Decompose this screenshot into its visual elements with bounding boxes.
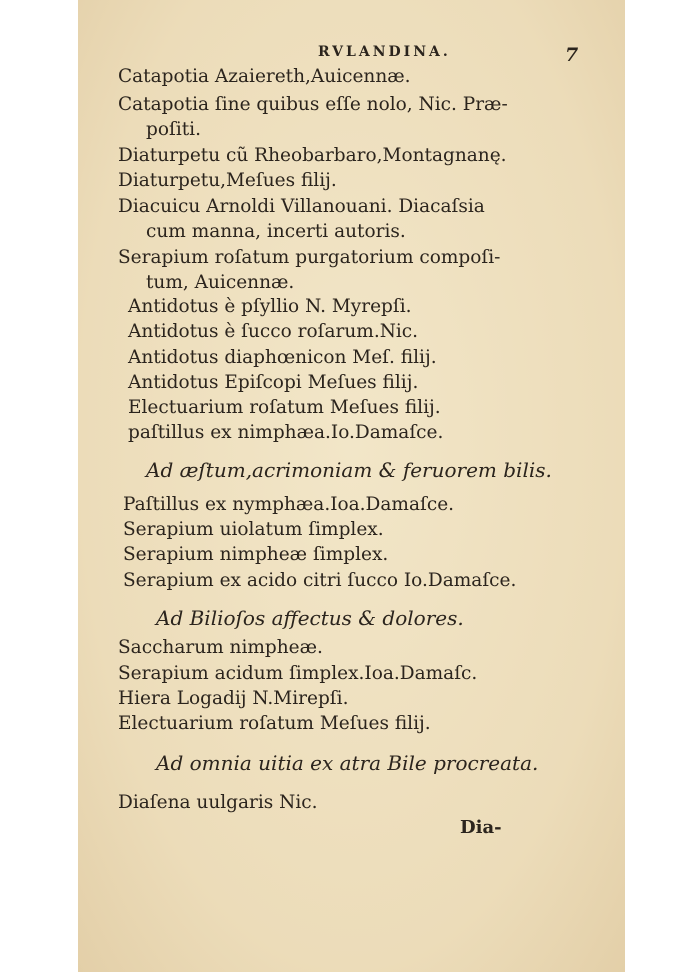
entry-line: Antidotus è pſyllio N. Myrepſi. [128, 296, 412, 317]
section-heading: Ad æſtum,acrimoniam & feruorem bilis. [146, 458, 552, 482]
section-heading: Ad Bilioſos affectus & dolores. [156, 606, 464, 630]
entry-line: poſiti. [146, 119, 201, 140]
page-number: 7 [565, 44, 579, 66]
entry-line: Saccharum nimpheæ. [118, 637, 323, 658]
entry-line: Serapium nimpheæ ſimplex. [123, 544, 389, 565]
entry-line: Catapotia ſine quibus eſſe nolo, Nic. Præ- [118, 94, 508, 115]
entry-line: tum, Auicennæ. [146, 272, 295, 293]
entry-line: Electuarium roſatum Meſues filij. [128, 397, 441, 418]
entry-line: Hiera Logadij N.Mirepſi. [118, 688, 349, 709]
entry-line: Antidotus diaphœnicon Meſ. filij. [128, 347, 437, 368]
entry-line: Electuarium roſatum Meſues filij. [118, 713, 431, 734]
entry-line: Serapium roſatum purgatorium compoſi- [118, 247, 501, 268]
book-page [78, 0, 625, 972]
entry-line: paſtillus ex nimphæa.Io.Damaſce. [128, 422, 444, 443]
catchword: Dia- [460, 817, 502, 838]
entry-line: Serapium ex acido citri ſucco Io.Damaſce. [123, 570, 517, 591]
entry-line: Antidotus Epiſcopi Meſues filij. [128, 372, 419, 393]
section-heading: Ad omnia uitia ex atra Bile procreata. [156, 751, 539, 775]
entry-line: Catapotia Azaiereth,Auicennæ. [118, 66, 411, 87]
entry-line: cum manna, incerti autoris. [146, 221, 406, 242]
entry-line: Paſtillus ex nymphæa.Ioa.Damaſce. [123, 494, 455, 515]
entry-line: Diaturpetu,Meſues filij. [118, 170, 337, 191]
entry-line: Antidotus è ſucco roſarum.Nic. [128, 321, 419, 342]
entry-line: Serapium acidum ſimplex.Ioa.Damaſc. [118, 663, 478, 684]
entry-line: Diaſena uulgaris Nic. [118, 792, 318, 813]
running-title: RVLANDINA. [318, 44, 451, 60]
entry-line: Diacuicu Arnoldi Villanouani. Diacaſsia [118, 196, 485, 217]
entry-line: Diaturpetu cũ Rheobarbaro,Montagnanę. [118, 145, 507, 166]
entry-line: Serapium uiolatum ſimplex. [123, 519, 384, 540]
